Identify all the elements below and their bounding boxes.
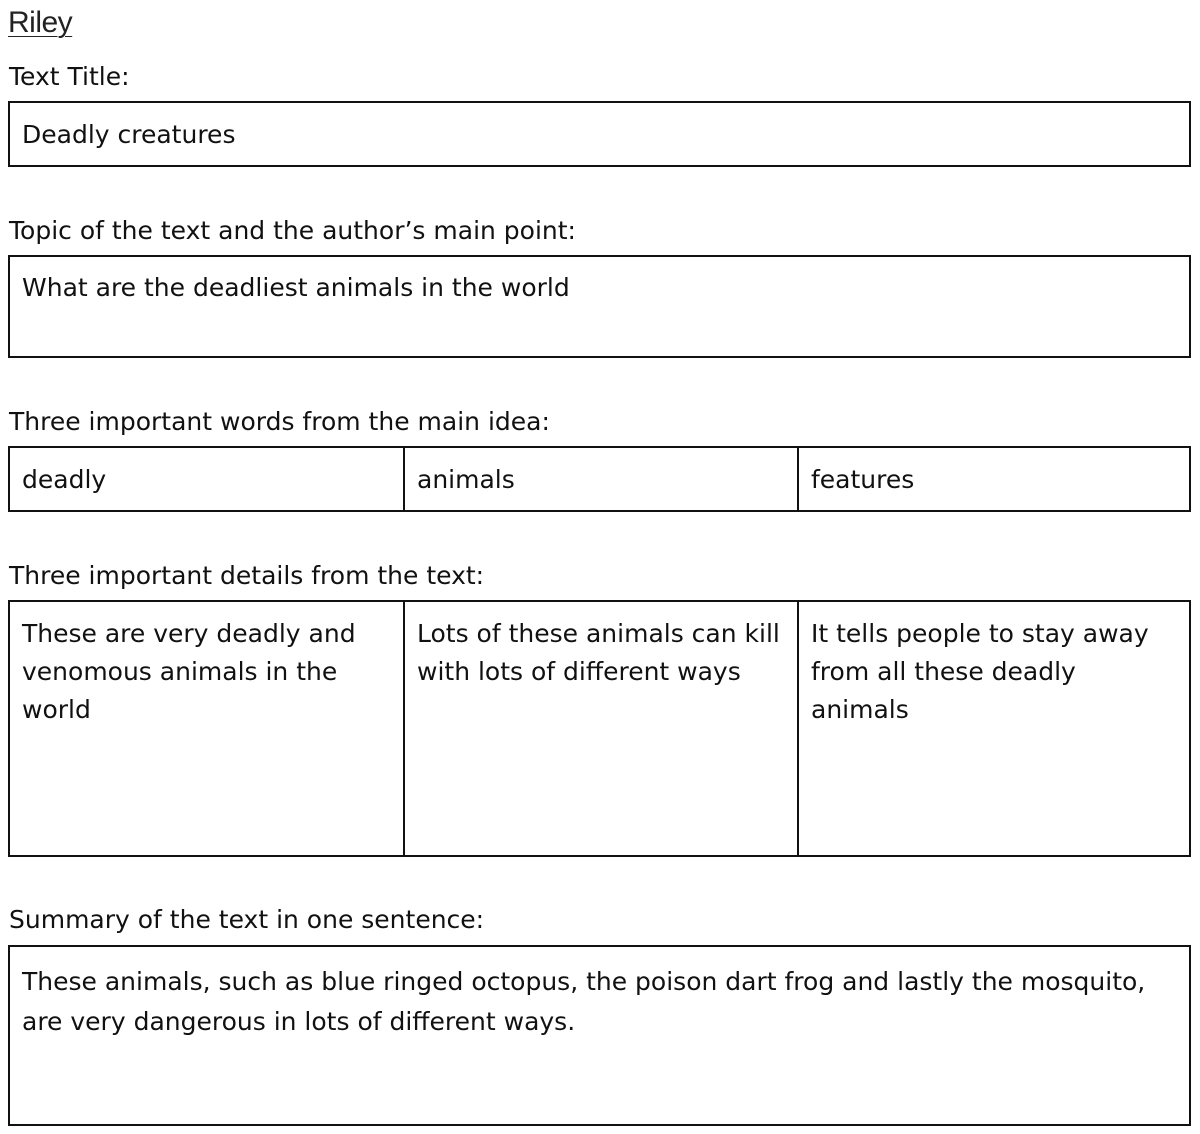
detail-cell-3[interactable]: It tells people to stay away from all these deadly animals [797,602,1189,855]
summary-field[interactable]: These animals, such as blue ringed octopus, the poison dart frog and lastly the mosquito, are very dangerous in lots of different ways. [8,945,1191,1126]
detail-cell-2[interactable]: Lots of these animals can kill with lots of different ways [403,602,797,855]
text-title-label: Text Title: [9,62,130,91]
word-cell-3[interactable]: features [797,448,1189,510]
detail-cell-1[interactable]: These are very deadly and venomous animals in the world [22,619,356,724]
important-details-label: Three important details from the text: [9,561,485,590]
important-words-table [8,446,1191,512]
important-details-table [8,600,1191,857]
important-words-label: Three important words from the main idea: [9,407,550,436]
word-cell-1[interactable]: deadly [22,465,107,494]
student-name: Riley [8,6,73,39]
summary-label: Summary of the text in one sentence: [9,905,485,934]
topic-label: Topic of the text and the author’s main point: [9,216,576,245]
word-cell-2[interactable]: animals [403,448,797,510]
topic-field[interactable]: What are the deadliest animals in the world [8,255,1191,358]
text-title-field[interactable]: Deadly creatures [8,101,1191,167]
